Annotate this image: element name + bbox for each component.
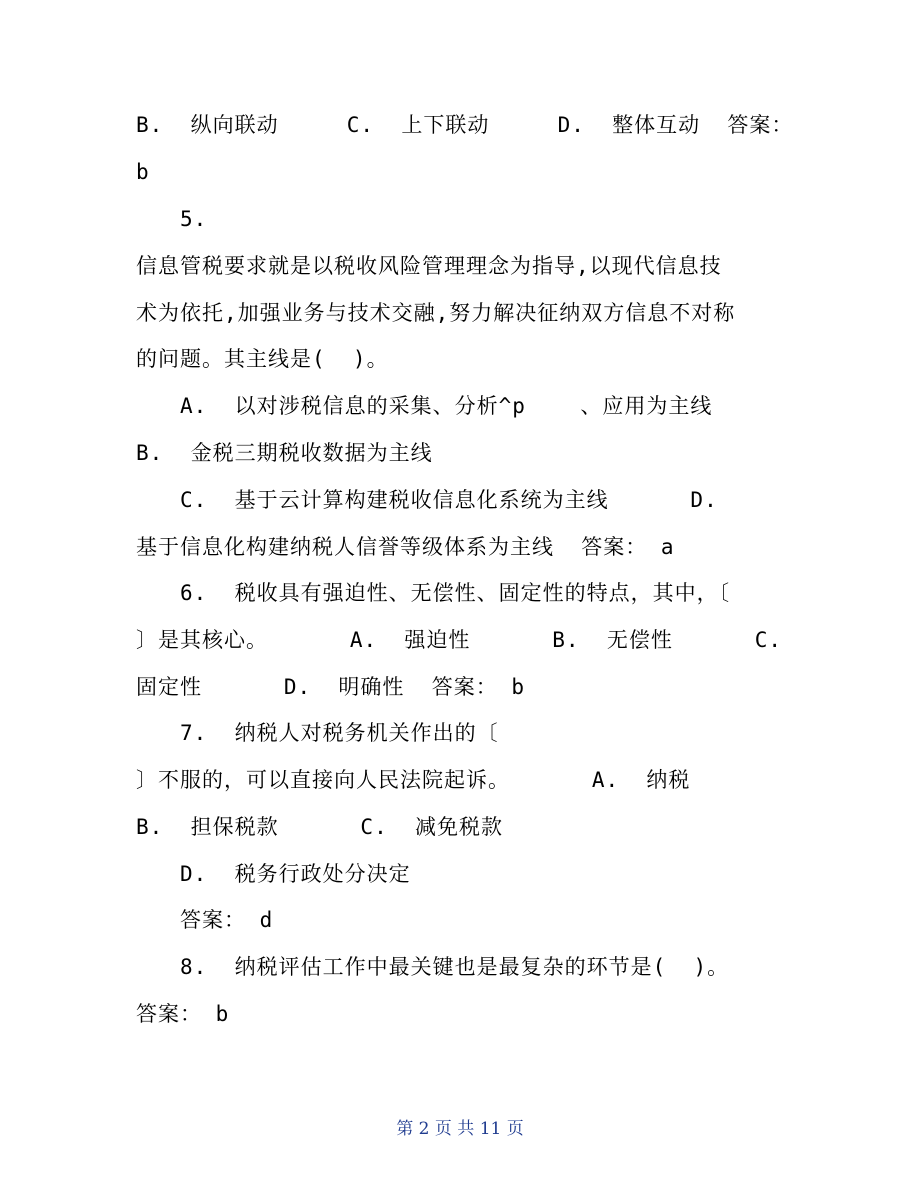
- question-6-text: 6. 税收具有强迫性、无偿性、固定性的特点，其中，〔: [180, 581, 731, 605]
- question-7-option-d: D. 税务行政处分决定: [180, 862, 411, 886]
- page-footer: 第 2 页 共 11 页: [396, 1119, 524, 1139]
- question-8-text: 8. 纳税评估工作中最关键也是最复杂的环节是( )。: [180, 955, 730, 979]
- question-5-number: 5.: [180, 207, 208, 231]
- question-6-answer: 固定性 D. 明确性 答案： b: [136, 675, 526, 699]
- question-5-option-c: C. 基于云计算构建税收信息化系统为主线 D.: [180, 488, 718, 512]
- question-5-text-1: 信息管税要求就是以税收风险管理理念为指导,以现代信息技: [136, 254, 722, 278]
- text-line-2: b: [136, 160, 150, 184]
- question-5-option-b: B. 金税三期税收数据为主线: [136, 441, 433, 465]
- question-7-answer: 答案： d: [180, 908, 274, 932]
- question-5-option-a: A. 以对涉税信息的采集、分析^p 、应用为主线: [180, 394, 713, 418]
- question-8-answer: 答案： b: [136, 1002, 230, 1026]
- question-6-options: 〕是其核心。 A. 强迫性 B. 无偿性 C.: [136, 628, 783, 652]
- question-5-text-2: 术为依托,加强业务与技术交融,努力解决征纳双方信息不对称: [136, 301, 736, 325]
- question-7-text-1: 7. 纳税人对税务机关作出的〔: [180, 721, 499, 745]
- question-7-options-bc: B. 担保税款 C. 减免税款: [136, 815, 504, 839]
- question-5-text-3: 的问题。其主线是( )。: [136, 347, 389, 371]
- question-7-text-2: 〕不服的，可以直接向人民法院起诉。 A. 纳税: [136, 768, 691, 792]
- text-line-1: B. 纵向联动 C. 上下联动 D. 整体互动 答案：: [136, 113, 794, 137]
- question-5-option-d-answer: 基于信息化构建纳税人信誉等级体系为主线 答案： a: [136, 535, 675, 559]
